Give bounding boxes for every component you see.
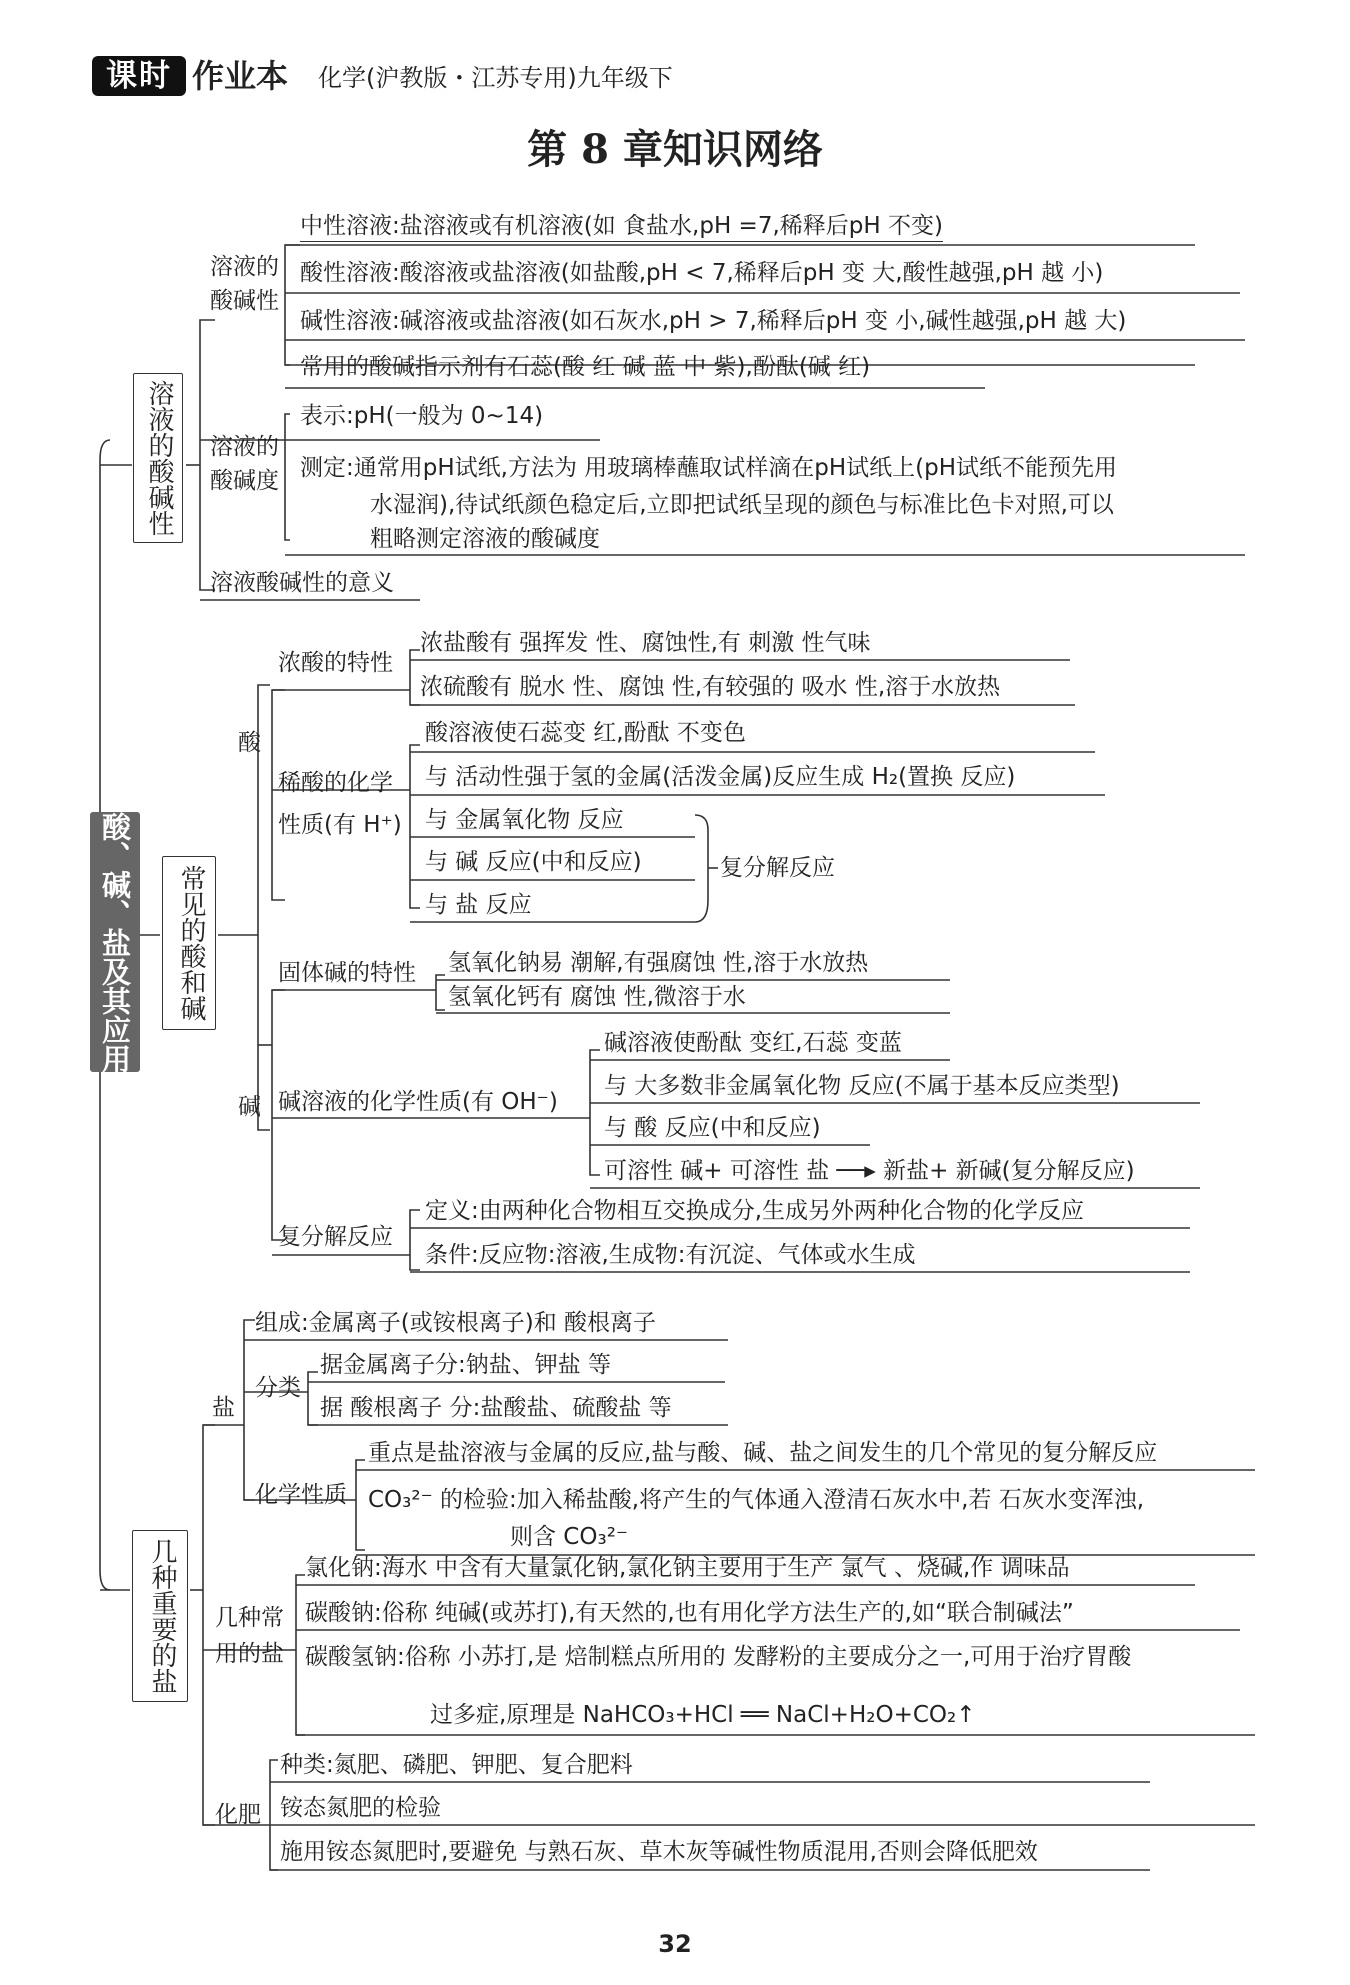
double-decomp-note: 复分解反应	[720, 855, 835, 881]
nahco3-info-line1: 碳酸氢钠:俗称 小苏打,是 焙制糕点所用的 发酵粉的主要成分之一,可用于治疗胃酸	[305, 1644, 1132, 1670]
double-decomp-label: 复分解反应	[278, 1224, 393, 1250]
dilute-prop-5: 与 盐 反应	[425, 892, 532, 918]
solid-base-label: 固体碱的特性	[278, 960, 416, 986]
dilute-prop-2: 与 活动性强于氢的金属(活泼金属)反应生成 H₂(置换 反应)	[425, 764, 1016, 790]
conc-h2so4: 浓硫酸有 脱水 性、腐蚀 性,有较强的 吸水 性,溶于水放热	[420, 674, 1001, 700]
ph-express: 表示:pH(一般为 0~14)	[300, 403, 544, 429]
conc-acid-label: 浓酸的特性	[278, 650, 393, 676]
fertilizer-types: 种类:氮肥、磷肥、钾肥、复合肥料	[280, 1752, 633, 1778]
neutral-solution: 中性溶液:盐溶液或有机溶液(如 食盐水,pH =7,稀释后pH 不变)	[300, 211, 943, 242]
classify-label: 分类	[255, 1375, 301, 1401]
acidic-solution: 酸性溶液:酸溶液或盐溶液(如盐酸,pH < 7,稀释后pH 变 大,酸性越强,pH 越 小)	[300, 260, 1104, 286]
base-solution-label: 碱溶液的化学性质(有 OH⁻)	[278, 1089, 558, 1115]
ph-measure-line2: 水湿润),待试纸颜色稳定后,立即把试纸呈现的颜色与标准比色卡对照,可以	[370, 492, 1114, 518]
fertilizer-test: 铵态氮肥的检验	[280, 1795, 441, 1821]
acidity-meaning: 溶液酸碱性的意义	[210, 570, 394, 596]
subject-label: 化学(沪教版・江苏专用)九年级下	[318, 64, 673, 92]
na2co3-info: 碳酸钠:俗称 纯碱(或苏打),有天然的,也有用化学方法生产的,如“联合制碱法”	[305, 1600, 1074, 1626]
classify-by-acid: 据 酸根离子 分:盐酸盐、硫酸盐 等	[320, 1395, 672, 1421]
acidity-label: 溶液的 酸碱性	[210, 254, 279, 314]
book-title: 作业本	[192, 57, 289, 95]
base-prop-4: 可溶性 碱+ 可溶性 盐 ──▸ 新盐+ 新碱(复分解反应)	[604, 1158, 1135, 1184]
base-prop-2: 与 大多数非金属氧化物 反应(不属于基本反应类型)	[604, 1073, 1120, 1099]
fertilizer-label: 化肥	[215, 1802, 261, 1828]
base-prop-3: 与 酸 反应(中和反应)	[604, 1115, 821, 1141]
classify-by-metal: 据金属离子分:钠盐、钾盐 等	[320, 1352, 612, 1378]
double-decomp-def: 定义:由两种化合物相互交换成分,生成另外两种化合物的化学反应	[425, 1198, 1085, 1224]
dilute-prop-4: 与 碱 反应(中和反应)	[425, 849, 642, 875]
base-label: 碱	[238, 1094, 261, 1120]
page-number: 32	[658, 1930, 692, 1958]
topic-solution-acidity: 溶液的酸碱性	[133, 373, 183, 543]
topic-important-salts: 几种重要的盐	[132, 1530, 188, 1702]
salt-composition: 组成:金属离子(或铵根离子)和 酸根离子	[255, 1310, 657, 1336]
ph-measure-line1: 测定:通常用pH试纸,方法为 用玻璃棒蘸取试样滴在pH试纸上(pH试纸不能预先用	[300, 455, 1118, 481]
co3-test-line1: CO₃²⁻ 的检验:加入稀盐酸,将产生的气体通入澄清石灰水中,若 石灰水变浑浊,	[368, 1487, 1145, 1513]
root-topic: 酸、碱、盐及其应用	[90, 812, 140, 1072]
dilute-prop-1: 酸溶液使石蕊变 红,酚酞 不变色	[425, 720, 746, 746]
conc-hcl: 浓盐酸有 强挥发 性、腐蚀性,有 刺激 性气味	[420, 630, 871, 656]
base-prop-1: 碱溶液使酚酞 变红,石蕊 变蓝	[604, 1030, 902, 1056]
nacl-info: 氯化钠:海水 中含有大量氯化钠,氯化钠主要用于生产 氯气 、烧碱,作 调味品	[305, 1555, 1070, 1581]
acid-label: 酸	[238, 730, 261, 756]
dilute-acid-label: 稀酸的化学 性质(有 H⁺)	[278, 770, 402, 838]
topic-common-acids-bases: 常见的酸和碱	[162, 856, 216, 1030]
basic-solution: 碱性溶液:碱溶液或盐溶液(如石灰水,pH > 7,稀释后pH 变 小,碱性越强,pH 越 大)	[300, 308, 1127, 334]
common-salts-label: 几种常 用的盐	[215, 1605, 284, 1667]
fertilizer-use: 施用铵态氮肥时,要避免 与熟石灰、草木灰等碱性物质混用,否则会降低肥效	[280, 1839, 1038, 1865]
degree-label: 溶液的 酸碱度	[210, 434, 279, 494]
indicator: 常用的酸碱指示剂有石蕊(酸 红 碱 蓝 中 紫),酚酞(碱 红)	[300, 354, 871, 380]
caoh2-props: 氢氧化钙有 腐蚀 性,微溶于水	[448, 984, 746, 1010]
logo: 课时	[92, 56, 186, 96]
co3-test-line2: 则含 CO₃²⁻	[510, 1524, 629, 1550]
salt-label: 盐	[212, 1395, 235, 1421]
naoh-props: 氢氧化钠易 潮解,有强腐蚀 性,溶于水放热	[448, 950, 869, 976]
ph-measure-line3: 粗略测定溶液的酸碱度	[370, 526, 600, 552]
chem-prop-label: 化学性质	[255, 1482, 347, 1508]
salt-focus: 重点是盐溶液与金属的反应,盐与酸、碱、盐之间发生的几个常见的复分解反应	[368, 1440, 1158, 1466]
dilute-prop-3: 与 金属氧化物 反应	[425, 807, 624, 833]
page-title: 第 8 章知识网络	[527, 126, 823, 173]
double-decomp-cond: 条件:反应物:溶液,生成物:有沉淀、气体或水生成	[425, 1242, 916, 1268]
nahco3-info-line2: 过多症,原理是 NaHCO₃+HCl ══ NaCl+H₂O+CO₂↑	[430, 1702, 976, 1728]
